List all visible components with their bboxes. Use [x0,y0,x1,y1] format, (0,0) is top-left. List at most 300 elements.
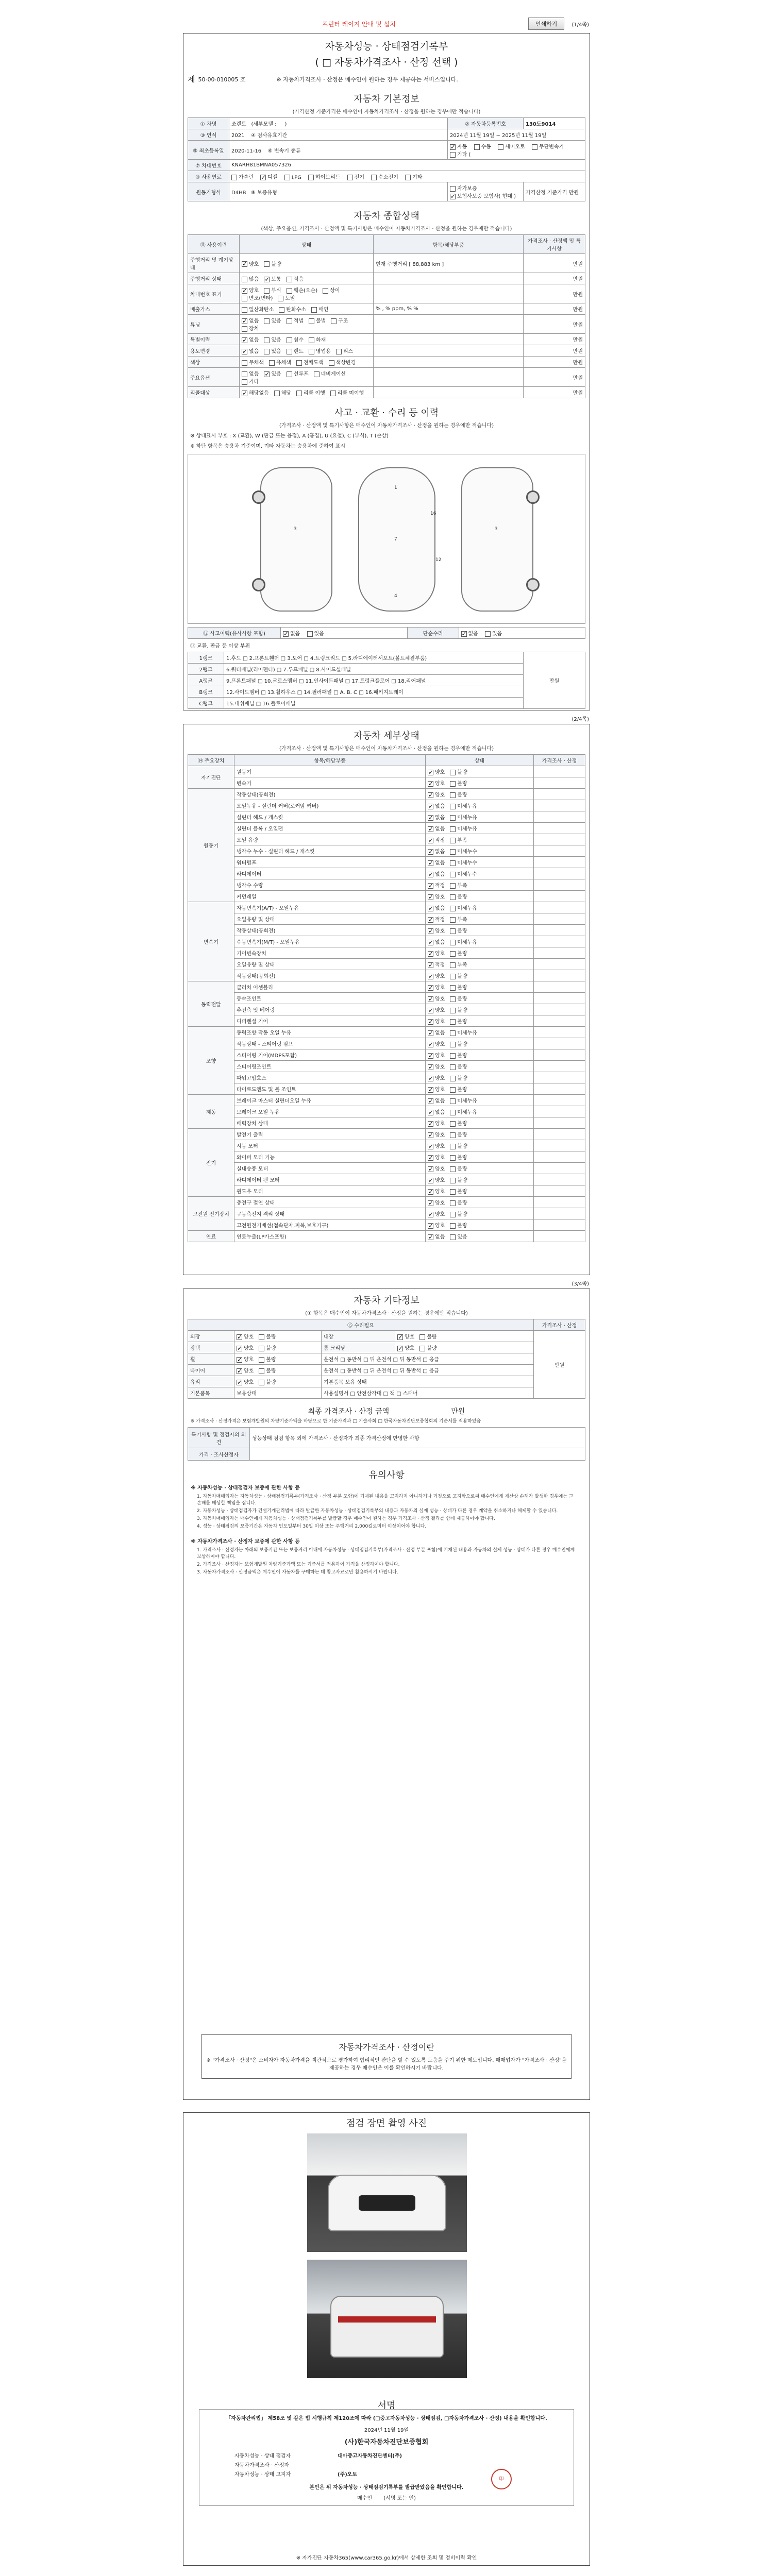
checkbox[interactable] [450,1234,456,1240]
checkbox[interactable] [428,1064,433,1070]
state-good[interactable]: ✓ 양호 [428,926,445,934]
checkbox[interactable] [450,1155,456,1161]
checkbox[interactable] [428,781,433,787]
state-bad[interactable]: 있음 [450,1232,467,1240]
state-good[interactable]: ✓ 양호 [428,1062,445,1070]
state-bad[interactable]: 미세누유 [450,1096,477,1104]
checkbox[interactable] [450,872,456,877]
state-good[interactable]: ✓ 없음 [428,1108,445,1115]
checkbox[interactable] [330,391,336,396]
checkbox[interactable] [428,1189,433,1195]
state-good[interactable]: ✓ 적정 [428,881,445,889]
checkbox[interactable] [450,781,456,787]
checkbox[interactable] [428,906,433,911]
comp-option[interactable]: 훼손(오손) [287,286,317,294]
state-good[interactable]: ✓ 양호 [428,949,445,957]
option[interactable]: 불량 [259,1332,276,1340]
state-good[interactable]: ✓ 없음 [428,1096,445,1104]
checkbox[interactable] [450,1008,456,1013]
state-good[interactable]: ✓ 양호 [428,790,445,798]
checkbox[interactable] [428,872,433,877]
checkbox[interactable] [450,1223,456,1229]
checkbox[interactable] [264,337,270,343]
checkbox[interactable] [264,371,270,377]
checkbox[interactable] [287,288,292,294]
state-bad[interactable]: 불량 [450,1210,467,1217]
checkbox[interactable] [331,318,337,324]
state-bad[interactable]: 불량 [450,779,467,787]
checkbox[interactable] [428,1042,433,1047]
checkbox[interactable] [450,770,456,775]
checkbox[interactable] [428,1212,433,1217]
option[interactable]: ✓ 양호 [237,1355,254,1363]
state-good[interactable]: ✓ 없음 [428,824,445,832]
comp-option[interactable]: 탄화수소 [279,305,306,313]
checkbox[interactable] [450,804,456,809]
checkbox[interactable] [242,391,247,396]
checkbox[interactable] [450,1200,456,1206]
comp-option[interactable]: ✓ 없음 [242,347,259,354]
checkbox[interactable] [428,894,433,900]
checkbox[interactable] [259,1368,264,1374]
state-good[interactable]: ✓ 양호 [428,1142,445,1149]
checkbox[interactable] [428,917,433,923]
checkbox[interactable] [428,962,433,968]
checkbox[interactable] [428,1234,433,1240]
state-bad[interactable]: 불량 [450,1006,467,1013]
state-bad[interactable]: 불량 [450,1051,467,1059]
checkbox[interactable] [450,1087,456,1093]
checkbox[interactable] [428,1121,433,1127]
state-bad[interactable]: 불량 [450,994,467,1002]
checkbox[interactable] [259,1346,264,1351]
comp-option[interactable]: ✓없음 [242,316,259,324]
state-bad[interactable]: 불량 [450,949,467,957]
comp-option[interactable]: 화재 [309,335,326,343]
checkbox[interactable] [237,1334,242,1340]
state-good[interactable]: ✓ 적정 [428,960,445,968]
checkbox[interactable] [450,1110,456,1115]
state-bad[interactable]: 불량 [450,1062,467,1070]
checkbox[interactable] [242,277,247,282]
checkbox[interactable] [259,1357,264,1363]
state-good[interactable]: ✓ 양호 [428,1164,445,1172]
checkbox[interactable] [428,792,433,798]
state-bad[interactable]: 불량 [450,972,467,979]
state-good[interactable]: ✓ 양호 [428,1198,445,1206]
state-bad[interactable]: 불량 [450,1153,467,1161]
comp-option[interactable]: ✓양호 [242,286,259,294]
state-good[interactable]: ✓ 양호 [428,983,445,991]
comp-option[interactable]: 선루프 [287,369,309,377]
checkbox[interactable] [428,1053,433,1059]
state-bad[interactable]: 부족 [450,915,467,923]
comp-option[interactable]: 구조 [331,316,348,324]
checkbox[interactable] [428,815,433,821]
fuel-gasoline[interactable]: 가솔린 [231,173,254,180]
state-good[interactable]: ✓ 양호 [428,1006,445,1013]
checkbox[interactable] [242,360,247,366]
checkbox[interactable] [296,391,302,396]
state-bad[interactable]: 미세누유 [450,813,477,821]
comp-option[interactable]: 리콜 이행 [296,388,325,396]
checkbox[interactable] [287,277,292,282]
option[interactable]: ✓ 양호 [237,1366,254,1374]
comp-option[interactable]: 변조(변타) [242,294,273,301]
state-good[interactable]: ✓ 없음 [428,1232,445,1240]
checkbox[interactable] [336,349,342,354]
comp-option[interactable]: 네비게이션 [314,369,346,377]
checkbox[interactable] [428,1087,433,1093]
state-good[interactable]: ✓ 양호 [428,1040,445,1047]
checkbox[interactable] [237,1346,242,1351]
checkbox[interactable] [428,1132,433,1138]
option[interactable]: 불량 [419,1344,436,1351]
state-good[interactable]: ✓ 없음 [428,1028,445,1036]
option[interactable]: 불량 [259,1355,276,1363]
state-good[interactable]: ✓ 양호 [428,1130,445,1138]
checkbox[interactable] [428,940,433,945]
state-good[interactable]: ✓ 없음 [428,813,445,821]
checkbox[interactable] [287,371,292,377]
trans-auto[interactable]: ✓자동 [450,142,467,150]
checkbox[interactable] [450,894,456,900]
state-good[interactable]: ✓ 양호 [428,779,445,787]
option[interactable]: ✓ 양호 [237,1332,254,1340]
state-bad[interactable]: 부족 [450,836,467,843]
state-good[interactable]: ✓ 없음 [428,938,445,945]
comp-option[interactable]: 있음 [264,316,281,324]
checkbox[interactable] [450,1064,456,1070]
state-bad[interactable]: 불량 [450,983,467,991]
checkbox[interactable] [428,974,433,979]
checkbox[interactable] [428,770,433,775]
warranty-insurer[interactable]: ✓보험사보증 보험사( 현대 ) [450,192,516,199]
state-good[interactable]: ✓ 양호 [428,1176,445,1183]
state-good[interactable]: ✓ 없음 [428,858,445,866]
checkbox[interactable] [278,296,283,301]
state-bad[interactable]: 불량 [450,926,467,934]
checkbox[interactable] [450,815,456,821]
option[interactable]: ✓ 양호 [237,1344,254,1351]
repair-none[interactable]: ✓ 없음 [461,629,478,637]
checkbox[interactable] [237,1368,242,1374]
state-bad[interactable]: 미세누수 [450,847,477,855]
accident-none[interactable]: ✓ 없음 [283,629,300,637]
checkbox[interactable] [428,804,433,809]
state-good[interactable]: ✓ 양호 [428,1187,445,1195]
state-bad[interactable]: 미세누유 [450,824,477,832]
checkbox[interactable] [428,1019,433,1025]
checkbox[interactable] [450,951,456,957]
state-good[interactable]: ✓ 양호 [428,1210,445,1217]
state-bad[interactable]: 불량 [450,1017,467,1025]
checkbox[interactable] [428,826,433,832]
checkbox[interactable] [242,296,247,301]
checkbox[interactable] [269,360,275,366]
checkbox[interactable] [450,883,456,889]
comp-option[interactable]: ✓ 해당없음 [242,388,269,396]
checkbox[interactable] [242,349,247,354]
fuel-hybrid[interactable]: 하이브리드 [308,173,340,180]
comp-option[interactable]: 리콜 미이행 [330,388,364,396]
comp-option[interactable]: 장치 [242,324,259,332]
checkbox[interactable] [259,1380,264,1385]
comp-option[interactable]: 상이 [323,286,340,294]
fuel-etc[interactable]: 기타 [405,173,422,180]
checkbox[interactable] [242,379,247,385]
checkbox[interactable] [450,1189,456,1195]
checkbox[interactable] [428,985,433,991]
print-button[interactable]: 인쇄하기 [528,18,564,30]
checkbox[interactable] [323,288,328,294]
checkbox[interactable] [428,860,433,866]
comp-option[interactable]: 적법 [287,316,304,324]
printer-setup-link[interactable]: 프린터 레이지 안내 및 설치 [322,21,396,28]
comp-option[interactable]: 침수 [287,335,304,343]
checkbox[interactable] [242,337,247,343]
state-good[interactable]: ✓ 양호 [428,1074,445,1081]
state-good[interactable]: ✓ 없음 [428,802,445,809]
checkbox[interactable] [242,326,247,332]
checkbox[interactable] [264,318,270,324]
checkbox[interactable] [428,1178,433,1183]
comp-option[interactable]: ✓ 있음 [264,369,281,377]
checkbox[interactable] [450,1166,456,1172]
comp-option[interactable]: 유채색 [269,358,291,366]
repair-yes[interactable]: 있음 [485,629,502,637]
checkbox[interactable] [419,1334,425,1340]
checkbox[interactable] [309,337,314,343]
checkbox[interactable] [428,1166,433,1172]
state-bad[interactable]: 불량 [450,1198,467,1206]
checkbox[interactable] [242,261,247,267]
option[interactable]: 불량 [259,1378,276,1385]
checkbox[interactable] [237,1380,242,1385]
checkbox[interactable] [450,792,456,798]
checkbox[interactable] [309,318,314,324]
state-good[interactable]: ✓ 양호 [428,1221,445,1229]
checkbox[interactable] [428,928,433,934]
state-bad[interactable]: 불량 [450,1119,467,1127]
checkbox[interactable] [279,307,284,313]
checkbox[interactable] [450,1030,456,1036]
checkbox[interactable] [274,391,280,396]
comp-option[interactable]: 영업용 [309,347,331,354]
state-good[interactable]: ✓ 양호 [428,892,445,900]
comp-option[interactable]: 매연 [311,305,328,313]
checkbox[interactable] [428,1030,433,1036]
trans-cvt[interactable]: 무단변속기 [532,142,564,150]
comp-option[interactable]: 있음 [264,335,281,343]
checkbox[interactable] [428,1155,433,1161]
checkbox[interactable] [428,1144,433,1149]
state-good[interactable]: ✓ 양호 [428,1085,445,1093]
checkbox[interactable] [428,1223,433,1229]
state-good[interactable]: ✓ 양호 [428,1153,445,1161]
checkbox[interactable] [450,1132,456,1138]
checkbox[interactable] [428,883,433,889]
accident-yes[interactable]: 있음 [307,629,324,637]
option[interactable]: 불량 [419,1332,436,1340]
checkbox[interactable] [450,940,456,945]
comp-option[interactable]: 있음 [264,347,281,354]
checkbox[interactable] [309,349,314,354]
checkbox[interactable] [264,277,270,282]
checkbox[interactable] [397,1334,403,1340]
state-bad[interactable]: 불량 [450,1176,467,1183]
checkbox[interactable] [450,996,456,1002]
state-bad[interactable]: 불량 [450,1142,467,1149]
fuel-diesel[interactable]: ✓ 디젤 [260,173,277,180]
option[interactable]: ✓ 양호 [397,1344,414,1351]
checkbox[interactable] [311,307,317,313]
checkbox[interactable] [450,1144,456,1149]
state-good[interactable]: ✓ 양호 [428,1051,445,1059]
checkbox[interactable] [314,371,320,377]
state-bad[interactable]: 미세누유 [450,1028,477,1036]
checkbox[interactable] [450,1076,456,1081]
checkbox[interactable] [264,261,270,267]
checkbox[interactable] [242,307,247,313]
comp-option[interactable]: 기타 [242,377,259,385]
state-bad[interactable]: 불량 [450,1074,467,1081]
checkbox[interactable] [428,1200,433,1206]
option[interactable]: ✓ 양호 [237,1378,254,1385]
checkbox[interactable] [264,288,270,294]
state-good[interactable]: ✓ 양호 [428,1119,445,1127]
comp-option[interactable]: 색상변경 [329,358,356,366]
state-bad[interactable]: 불량 [450,1187,467,1195]
checkbox[interactable] [450,985,456,991]
option[interactable]: 불량 [259,1344,276,1351]
trans-etc[interactable]: 기타 ( [450,150,470,158]
checkbox[interactable] [450,1042,456,1047]
option[interactable]: 불량 [259,1366,276,1374]
checkbox[interactable] [450,1098,456,1104]
state-good[interactable]: ✓ 적정 [428,836,445,843]
checkbox[interactable] [450,917,456,923]
state-good[interactable]: ✓ 적정 [428,915,445,923]
state-good[interactable]: ✓ 양호 [428,768,445,775]
checkbox[interactable] [242,318,247,324]
checkbox[interactable] [450,1212,456,1217]
state-bad[interactable]: 불량 [450,1040,467,1047]
fuel-electric[interactable]: 전기 [347,173,364,180]
comp-option[interactable]: 렌트 [287,347,304,354]
comp-option[interactable]: 부식 [264,286,281,294]
state-bad[interactable]: 불량 [450,892,467,900]
state-good[interactable]: ✓ 없음 [428,870,445,877]
checkbox[interactable] [259,1334,264,1340]
checkbox[interactable] [428,838,433,843]
checkbox[interactable] [287,349,292,354]
checkbox[interactable] [428,849,433,855]
comp-option[interactable]: 전체도색 [296,358,324,366]
fuel-lpg[interactable]: LPG [284,175,301,181]
state-bad[interactable]: 불량 [450,1130,467,1138]
checkbox[interactable] [397,1346,403,1351]
state-bad[interactable]: 미세누유 [450,938,477,945]
state-bad[interactable]: 미세누유 [450,904,477,911]
state-bad[interactable]: 부족 [450,960,467,968]
warranty-self[interactable]: 자가보증 [450,184,477,192]
comp-option[interactable]: 많음 [242,275,259,282]
comp-option[interactable]: 적음 [287,275,304,282]
state-bad[interactable]: 미세누수 [450,858,477,866]
checkbox[interactable] [428,1110,433,1115]
state-bad[interactable]: 미세누유 [450,802,477,809]
state-good[interactable]: ✓ 없음 [428,904,445,911]
comp-option[interactable]: 무채색 [242,358,264,366]
checkbox[interactable] [428,951,433,957]
checkbox[interactable] [428,1076,433,1081]
checkbox[interactable] [450,860,456,866]
state-good[interactable]: ✓ 양호 [428,994,445,1002]
comp-option[interactable]: 없음 [242,369,259,377]
checkbox[interactable] [287,318,292,324]
checkbox[interactable] [450,906,456,911]
checkbox[interactable] [296,360,302,366]
checkbox[interactable] [428,996,433,1002]
checkbox[interactable] [450,962,456,968]
comp-option[interactable]: ✓양호 [242,260,259,267]
checkbox[interactable] [450,826,456,832]
state-bad[interactable]: 미세누유 [450,1108,477,1115]
state-bad[interactable]: 불량 [450,768,467,775]
comp-option[interactable]: ✓ 없음 [242,335,259,343]
checkbox[interactable] [450,928,456,934]
checkbox[interactable] [450,1121,456,1127]
checkbox[interactable] [287,337,292,343]
checkbox[interactable] [450,1019,456,1025]
comp-option[interactable]: 일산화탄소 [242,305,274,313]
state-bad[interactable]: 부족 [450,881,467,889]
comp-option[interactable]: 불법 [309,316,326,324]
checkbox[interactable] [237,1357,242,1363]
checkbox[interactable] [450,1053,456,1059]
checkbox[interactable] [450,1178,456,1183]
trans-manual[interactable]: 수동 [474,142,491,150]
checkbox[interactable] [450,849,456,855]
state-good[interactable]: ✓ 양호 [428,972,445,979]
comp-option[interactable]: 불량 [264,260,281,267]
checkbox[interactable] [242,371,247,377]
checkbox[interactable] [428,1098,433,1104]
state-bad[interactable]: 미세누수 [450,870,477,877]
state-bad[interactable]: 불량 [450,1164,467,1172]
checkbox[interactable] [264,349,270,354]
comp-option[interactable]: 도말 [278,294,295,301]
checkbox[interactable] [242,288,247,294]
trans-semi[interactable]: 세미오토 [498,142,525,150]
checkbox[interactable] [329,360,334,366]
comp-option[interactable]: 리스 [336,347,353,354]
checkbox[interactable] [450,974,456,979]
checkbox[interactable] [428,1008,433,1013]
state-good[interactable]: ✓ 양호 [428,1017,445,1025]
state-bad[interactable]: 불량 [450,790,467,798]
fuel-hydrogen[interactable]: 수소전기 [371,173,398,180]
option[interactable]: ✓ 양호 [397,1332,414,1340]
comp-option[interactable]: 해당 [274,388,291,396]
comp-option[interactable]: ✓ 보통 [264,275,281,282]
checkbox[interactable] [419,1346,425,1351]
state-good[interactable]: ✓ 없음 [428,847,445,855]
state-bad[interactable]: 불량 [450,1085,467,1093]
checkbox[interactable] [450,838,456,843]
state-bad[interactable]: 불량 [450,1221,467,1229]
